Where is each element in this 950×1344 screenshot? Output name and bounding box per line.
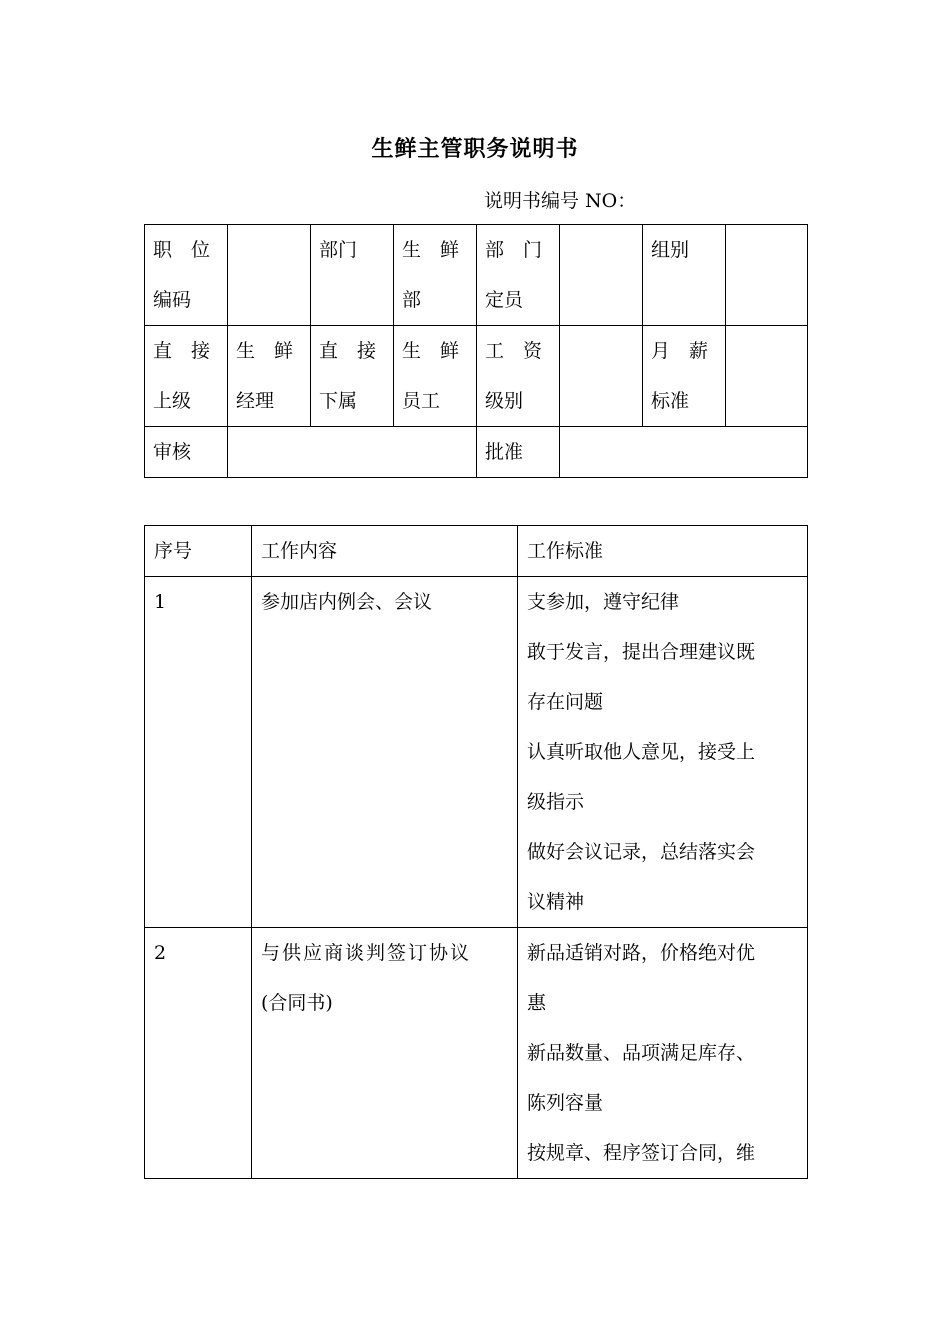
document-title: 生鲜主管职务说明书: [371, 136, 579, 162]
monthly-salary-label: 月 薪 标准: [643, 326, 726, 427]
table-row: [145, 225, 808, 326]
group-value: [726, 225, 808, 326]
duty-table: [144, 525, 808, 1179]
approve-value: [560, 427, 808, 478]
table-row: [145, 326, 808, 427]
work-standards: 新品适销对路，价格绝对优 惠 新品数量、品项满足库存、 陈列容量 按规章、程序签订合同，维: [518, 928, 808, 1179]
direct-subordinate-value: 生 鲜 员工: [394, 326, 477, 427]
row-number: 2: [145, 928, 252, 1179]
direct-superior-label: 直 接 上级: [145, 326, 228, 427]
work-content: 参加店内例会、会议: [252, 577, 518, 928]
approve-label: 批准: [477, 427, 560, 478]
table-row: [145, 928, 808, 1179]
position-code-value: [228, 225, 311, 326]
doc-number-label: 说明书编号 NO：: [484, 190, 637, 212]
review-label: 审核: [145, 427, 228, 478]
wage-level-value: [560, 326, 643, 427]
direct-superior-value: 生 鲜 经理: [228, 326, 311, 427]
direct-subordinate-label: 直 接 下属: [311, 326, 394, 427]
headcount-label: 部 门 定员: [477, 225, 560, 326]
position-code-label: 职 位 编码: [145, 225, 228, 326]
table-row: [145, 427, 808, 478]
row-number: 1: [145, 577, 252, 928]
header-no: 序号: [145, 526, 252, 577]
wage-level-label: 工 资 级别: [477, 326, 560, 427]
headcount-value: [560, 225, 643, 326]
group-label: 组别: [643, 225, 726, 326]
department-label: 部门: [311, 225, 394, 326]
work-content: 与供应商谈判签订协议 (合同书): [252, 928, 518, 1179]
review-value: [228, 427, 477, 478]
header-standard: 工作标准: [518, 526, 808, 577]
table-header-row: [145, 526, 808, 577]
monthly-salary-value: [726, 326, 808, 427]
work-standards: 支参加，遵守纪律 敢于发言，提出合理建议既 存在问题 认真听取他人意见，接受上 级指示 做好会议记录，总结落实会 议精神: [518, 577, 808, 928]
header-content: 工作内容: [252, 526, 518, 577]
department-value: 生 鲜 部: [394, 225, 477, 326]
table-row: [145, 577, 808, 928]
position-info-table: [144, 224, 808, 478]
